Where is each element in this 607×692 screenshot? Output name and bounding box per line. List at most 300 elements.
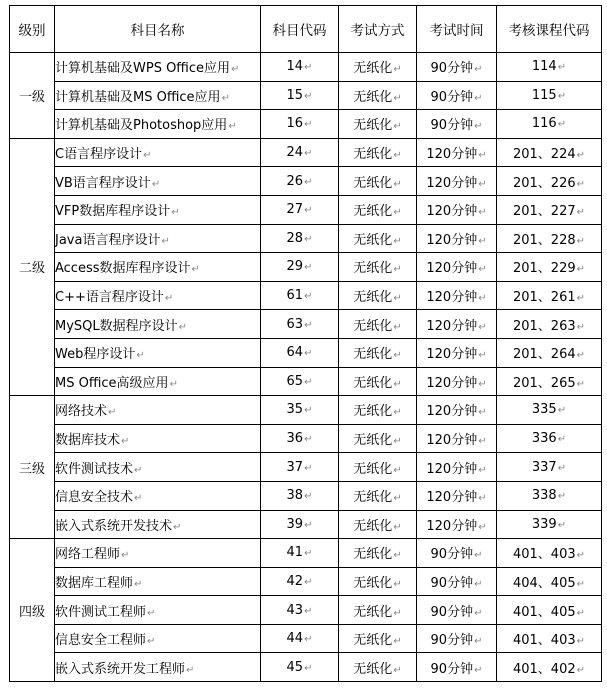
subject-name-text: 计算机基础及Photoshop应用 bbox=[55, 118, 228, 134]
course-codes-cell bbox=[497, 338, 602, 367]
paragraph-mark-icon: ↵ bbox=[393, 264, 402, 276]
paragraph-mark-icon: ↵ bbox=[304, 205, 313, 217]
subject-code-text: 14 bbox=[286, 59, 304, 75]
table-row bbox=[10, 481, 602, 510]
paragraph-mark-icon: ↵ bbox=[393, 407, 402, 419]
table-row bbox=[10, 53, 602, 82]
subject-code-text: 42 bbox=[286, 573, 304, 589]
subject-name-text: 网络技术 bbox=[55, 404, 108, 420]
table-row bbox=[10, 195, 602, 224]
exam-method-text: 无纸化 bbox=[353, 661, 393, 677]
subject-name-text: 网络工程师 bbox=[55, 547, 121, 563]
subject-code-text: 43 bbox=[286, 602, 304, 618]
subject-name-text: 软件测试技术 bbox=[55, 461, 134, 477]
exam-method-text: 无纸化 bbox=[353, 404, 393, 420]
course-codes-cell bbox=[497, 195, 602, 224]
exam-method-cell bbox=[339, 224, 417, 253]
exam-method-text: 无纸化 bbox=[353, 575, 393, 591]
subject-name-text: VB语言程序设计 bbox=[55, 175, 151, 191]
exam-time-cell bbox=[417, 281, 497, 310]
exam-method-cell bbox=[339, 167, 417, 196]
exam-method-cell bbox=[339, 138, 417, 167]
exam-time-cell bbox=[417, 53, 497, 82]
exam-method-text: 无纸化 bbox=[353, 175, 393, 191]
paragraph-mark-icon: ↵ bbox=[143, 150, 152, 162]
subject-code-text: 16 bbox=[286, 116, 304, 132]
subject-name-text: MySQL数据程序设计 bbox=[55, 318, 178, 334]
table-row bbox=[10, 338, 602, 367]
subject-code-cell bbox=[261, 281, 339, 310]
paragraph-mark-icon: ↵ bbox=[393, 150, 402, 162]
paragraph-mark-icon: ↵ bbox=[393, 121, 402, 133]
subject-name-text: 信息安全工程师 bbox=[55, 633, 147, 649]
subject-name-cell bbox=[55, 138, 261, 167]
paragraph-mark-icon: ↵ bbox=[134, 464, 143, 476]
course-codes-text: 116 bbox=[531, 116, 557, 132]
exam-time-text: 90分钟 bbox=[430, 61, 474, 77]
exam-method-text: 无纸化 bbox=[353, 89, 393, 105]
exam-time-cell bbox=[417, 110, 497, 139]
paragraph-mark-icon: ↵ bbox=[304, 434, 313, 446]
subject-code-text: 64 bbox=[286, 345, 304, 361]
exam-time-text: 120分钟 bbox=[426, 261, 478, 277]
subject-name-text: 计算机基础及MS Office应用 bbox=[55, 89, 221, 105]
course-codes-text: 337 bbox=[531, 459, 557, 475]
paragraph-mark-icon: ↵ bbox=[576, 207, 586, 219]
exam-time-text: 90分钟 bbox=[430, 575, 474, 591]
exam-method-cell bbox=[339, 81, 417, 110]
exam-method-cell bbox=[339, 653, 417, 682]
subject-name-text: C语言程序设计 bbox=[55, 147, 143, 163]
exam-time-cell bbox=[417, 224, 497, 253]
exam-method-cell bbox=[339, 424, 417, 453]
subject-code-cell bbox=[261, 338, 339, 367]
level-cell: 三级 bbox=[10, 396, 55, 539]
course-codes-text: 404、405 bbox=[512, 575, 576, 591]
paragraph-mark-icon: ↵ bbox=[576, 321, 586, 333]
subject-name-cell bbox=[55, 653, 261, 682]
paragraph-mark-icon: ↵ bbox=[557, 90, 567, 102]
exam-time-text: 90分钟 bbox=[430, 89, 474, 105]
paragraph-mark-icon: ↵ bbox=[134, 578, 143, 590]
exam-time-text: 120分钟 bbox=[426, 175, 478, 191]
course-codes-cell bbox=[497, 596, 602, 625]
paragraph-mark-icon: ↵ bbox=[576, 378, 586, 390]
subject-code-cell bbox=[261, 138, 339, 167]
exam-method-text: 无纸化 bbox=[353, 633, 393, 649]
subject-code-text: 61 bbox=[286, 288, 304, 304]
header-course-codes: 考核课程代码 bbox=[497, 6, 602, 53]
course-codes-cell bbox=[497, 167, 602, 196]
exam-time-cell bbox=[417, 624, 497, 653]
paragraph-mark-icon: ↵ bbox=[304, 548, 313, 560]
course-codes-text: 115 bbox=[531, 87, 557, 103]
subject-name-text: MS Office高级应用 bbox=[55, 375, 169, 391]
paragraph-mark-icon: ↵ bbox=[478, 321, 487, 333]
paragraph-mark-icon: ↵ bbox=[304, 576, 313, 588]
subject-name-text: Web程序设计 bbox=[55, 347, 136, 363]
paragraph-mark-icon: ↵ bbox=[304, 176, 313, 188]
paragraph-mark-icon: ↵ bbox=[393, 293, 402, 305]
exam-time-cell bbox=[417, 310, 497, 339]
subject-code-text: 45 bbox=[286, 659, 304, 675]
subject-code-text: 15 bbox=[286, 87, 304, 103]
table-row bbox=[10, 424, 602, 453]
paragraph-mark-icon: ↵ bbox=[304, 291, 313, 303]
subject-code-cell bbox=[261, 253, 339, 282]
paragraph-mark-icon: ↵ bbox=[393, 493, 402, 505]
subject-name-cell bbox=[55, 167, 261, 196]
paragraph-mark-icon: ↵ bbox=[393, 178, 402, 190]
exam-method-text: 无纸化 bbox=[353, 490, 393, 506]
table-row bbox=[10, 310, 602, 339]
subject-name-cell bbox=[55, 195, 261, 224]
paragraph-mark-icon: ↵ bbox=[474, 636, 483, 648]
subject-name-text: 数据库工程师 bbox=[55, 575, 134, 591]
paragraph-mark-icon: ↵ bbox=[304, 376, 313, 388]
subject-name-text: 数据库技术 bbox=[55, 433, 121, 449]
paragraph-mark-icon: ↵ bbox=[576, 636, 586, 648]
table-row bbox=[10, 653, 602, 682]
course-codes-text: 335 bbox=[531, 402, 557, 418]
exam-time-cell bbox=[417, 367, 497, 396]
exam-method-cell bbox=[339, 310, 417, 339]
exam-method-cell bbox=[339, 481, 417, 510]
course-codes-text: 201、224 bbox=[512, 147, 576, 163]
paragraph-mark-icon: ↵ bbox=[134, 493, 143, 505]
exam-method-text: 无纸化 bbox=[353, 261, 393, 277]
exam-method-cell bbox=[339, 567, 417, 596]
header-subject-name: 科目名称 bbox=[55, 6, 261, 53]
paragraph-mark-icon: ↵ bbox=[576, 293, 586, 305]
paragraph-mark-icon: ↵ bbox=[478, 178, 487, 190]
exam-time-cell bbox=[417, 481, 497, 510]
subject-code-text: 36 bbox=[286, 431, 304, 447]
subject-name-cell bbox=[55, 253, 261, 282]
table-row bbox=[10, 567, 602, 596]
subject-name-cell bbox=[55, 396, 261, 425]
paragraph-mark-icon: ↵ bbox=[576, 264, 586, 276]
subject-name-cell bbox=[55, 453, 261, 482]
exam-time-text: 120分钟 bbox=[426, 147, 478, 163]
exam-time-cell bbox=[417, 195, 497, 224]
course-codes-text: 201、226 bbox=[512, 175, 576, 191]
paragraph-mark-icon: ↵ bbox=[304, 662, 313, 674]
paragraph-mark-icon: ↵ bbox=[304, 90, 313, 102]
paragraph-mark-icon: ↵ bbox=[304, 319, 313, 331]
subject-code-text: 24 bbox=[286, 145, 304, 161]
exam-method-cell bbox=[339, 596, 417, 625]
subject-code-cell bbox=[261, 624, 339, 653]
course-codes-cell bbox=[497, 224, 602, 253]
table-row bbox=[10, 81, 602, 110]
exam-time-cell bbox=[417, 338, 497, 367]
table-row bbox=[10, 138, 602, 167]
subject-name-cell bbox=[55, 567, 261, 596]
paragraph-mark-icon: ↵ bbox=[304, 519, 313, 531]
paragraph-mark-icon: ↵ bbox=[171, 207, 180, 219]
paragraph-mark-icon: ↵ bbox=[576, 178, 586, 190]
course-codes-cell bbox=[497, 624, 602, 653]
table-row bbox=[10, 453, 602, 482]
paragraph-mark-icon: ↵ bbox=[393, 521, 402, 533]
paragraph-mark-icon: ↵ bbox=[304, 634, 313, 646]
paragraph-mark-icon: ↵ bbox=[393, 550, 402, 562]
exam-time-cell bbox=[417, 453, 497, 482]
level-cell: 四级 bbox=[10, 539, 55, 682]
exam-time-cell bbox=[417, 653, 497, 682]
exam-time-text: 90分钟 bbox=[430, 633, 474, 649]
subject-name-text: 信息安全技术 bbox=[55, 490, 134, 506]
paragraph-mark-icon: ↵ bbox=[474, 92, 483, 104]
paragraph-mark-icon: ↵ bbox=[121, 550, 130, 562]
paragraph-mark-icon: ↵ bbox=[576, 664, 586, 676]
exam-method-text: 无纸化 bbox=[353, 547, 393, 563]
course-codes-cell bbox=[497, 396, 602, 425]
subject-code-cell bbox=[261, 310, 339, 339]
exam-method-text: 无纸化 bbox=[353, 147, 393, 163]
paragraph-mark-icon: ↵ bbox=[393, 607, 402, 619]
course-codes-text: 201、265 bbox=[512, 375, 576, 391]
exam-time-text: 120分钟 bbox=[426, 433, 478, 449]
course-codes-text: 339 bbox=[531, 516, 557, 532]
paragraph-mark-icon: ↵ bbox=[136, 350, 145, 362]
exam-method-text: 无纸化 bbox=[353, 604, 393, 620]
exam-method-text: 无纸化 bbox=[353, 347, 393, 363]
level-cell: 一级 bbox=[10, 53, 55, 139]
subject-code-text: 44 bbox=[286, 631, 304, 647]
exam-method-cell bbox=[339, 53, 417, 82]
exam-time-cell bbox=[417, 510, 497, 539]
subject-name-cell bbox=[55, 481, 261, 510]
exam-method-text: 无纸化 bbox=[353, 204, 393, 220]
paragraph-mark-icon: ↵ bbox=[478, 407, 487, 419]
subject-name-cell bbox=[55, 81, 261, 110]
paragraph-mark-icon: ↵ bbox=[557, 434, 567, 446]
exam-time-text: 120分钟 bbox=[426, 232, 478, 248]
exam-method-text: 无纸化 bbox=[353, 290, 393, 306]
subject-name-cell bbox=[55, 539, 261, 568]
paragraph-mark-icon: ↵ bbox=[169, 378, 178, 390]
subject-name-cell bbox=[55, 53, 261, 82]
subject-name-cell bbox=[55, 367, 261, 396]
course-codes-cell bbox=[497, 510, 602, 539]
table-row bbox=[10, 281, 602, 310]
table-row bbox=[10, 167, 602, 196]
course-codes-text: 201、264 bbox=[512, 347, 576, 363]
paragraph-mark-icon: ↵ bbox=[304, 148, 313, 160]
exam-method-text: 无纸化 bbox=[353, 61, 393, 77]
subject-name-text: 计算机基础及WPS Office应用 bbox=[55, 61, 231, 77]
paragraph-mark-icon: ↵ bbox=[576, 607, 586, 619]
exam-time-cell bbox=[417, 138, 497, 167]
course-codes-text: 114 bbox=[531, 59, 557, 75]
subject-code-text: 37 bbox=[286, 459, 304, 475]
course-codes-cell bbox=[497, 424, 602, 453]
paragraph-mark-icon: ↵ bbox=[393, 464, 402, 476]
exam-time-text: 90分钟 bbox=[430, 547, 474, 563]
course-codes-cell bbox=[497, 453, 602, 482]
subject-code-text: 28 bbox=[286, 230, 304, 246]
course-codes-cell bbox=[497, 539, 602, 568]
course-codes-cell bbox=[497, 367, 602, 396]
paragraph-mark-icon: ↵ bbox=[393, 350, 402, 362]
paragraph-mark-icon: ↵ bbox=[474, 121, 483, 133]
course-codes-cell bbox=[497, 281, 602, 310]
paragraph-mark-icon: ↵ bbox=[478, 350, 487, 362]
exam-method-text: 无纸化 bbox=[353, 118, 393, 134]
paragraph-mark-icon: ↵ bbox=[393, 636, 402, 648]
exam-time-cell bbox=[417, 567, 497, 596]
paragraph-mark-icon: ↵ bbox=[221, 92, 230, 104]
paragraph-mark-icon: ↵ bbox=[474, 578, 483, 590]
subject-name-text: 嵌入式系统开发技术 bbox=[55, 518, 173, 534]
subject-code-text: 27 bbox=[286, 202, 304, 218]
paragraph-mark-icon: ↵ bbox=[178, 321, 188, 333]
paragraph-mark-icon: ↵ bbox=[304, 262, 313, 274]
exam-method-cell bbox=[339, 624, 417, 653]
subject-code-cell bbox=[261, 81, 339, 110]
course-codes-cell bbox=[497, 653, 602, 682]
exam-time-cell bbox=[417, 596, 497, 625]
exam-time-text: 120分钟 bbox=[426, 347, 478, 363]
subject-code-cell bbox=[261, 596, 339, 625]
paragraph-mark-icon: ↵ bbox=[304, 605, 313, 617]
paragraph-mark-icon: ↵ bbox=[557, 491, 567, 503]
paragraph-mark-icon: ↵ bbox=[474, 664, 483, 676]
paragraph-mark-icon: ↵ bbox=[557, 119, 567, 131]
exam-method-cell bbox=[339, 367, 417, 396]
paragraph-mark-icon: ↵ bbox=[186, 664, 195, 676]
header-level: 级别 bbox=[10, 6, 55, 53]
paragraph-mark-icon: ↵ bbox=[393, 92, 402, 104]
paragraph-mark-icon: ↵ bbox=[191, 264, 200, 276]
paragraph-mark-icon: ↵ bbox=[304, 62, 313, 74]
subject-name-text: VFP数据库程序设计 bbox=[55, 204, 171, 220]
course-codes-text: 201、228 bbox=[512, 232, 576, 248]
paragraph-mark-icon: ↵ bbox=[393, 235, 402, 247]
table-row bbox=[10, 367, 602, 396]
paragraph-mark-icon: ↵ bbox=[576, 578, 586, 590]
exam-method-text: 无纸化 bbox=[353, 375, 393, 391]
course-codes-text: 338 bbox=[531, 488, 557, 504]
paragraph-mark-icon: ↵ bbox=[478, 293, 487, 305]
course-codes-text: 401、403 bbox=[512, 547, 576, 563]
paragraph-mark-icon: ↵ bbox=[576, 150, 586, 162]
subject-code-text: 39 bbox=[286, 516, 304, 532]
exam-method-cell bbox=[339, 195, 417, 224]
paragraph-mark-icon: ↵ bbox=[576, 550, 586, 562]
paragraph-mark-icon: ↵ bbox=[557, 62, 567, 74]
subject-code-text: 65 bbox=[286, 373, 304, 389]
exam-time-text: 120分钟 bbox=[426, 404, 478, 420]
subject-code-cell bbox=[261, 481, 339, 510]
exam-subjects-table bbox=[9, 5, 602, 682]
subject-name-text: Java语言程序设计 bbox=[55, 232, 161, 248]
paragraph-mark-icon: ↵ bbox=[393, 664, 402, 676]
exam-time-text: 120分钟 bbox=[426, 290, 478, 306]
subject-name-cell bbox=[55, 310, 261, 339]
paragraph-mark-icon: ↵ bbox=[393, 578, 402, 590]
table-body bbox=[10, 53, 602, 682]
subject-code-cell bbox=[261, 224, 339, 253]
paragraph-mark-icon: ↵ bbox=[304, 233, 313, 245]
paragraph-mark-icon: ↵ bbox=[478, 235, 487, 247]
exam-time-cell bbox=[417, 253, 497, 282]
subject-name-text: C++语言程序设计 bbox=[55, 290, 164, 306]
exam-time-text: 120分钟 bbox=[426, 490, 478, 506]
subject-code-text: 41 bbox=[286, 545, 304, 561]
exam-method-text: 无纸化 bbox=[353, 232, 393, 248]
subject-code-text: 26 bbox=[286, 173, 304, 189]
exam-time-text: 120分钟 bbox=[426, 318, 478, 334]
header-exam-time: 考试时间 bbox=[417, 6, 497, 53]
subject-name-text: 软件测试工程师 bbox=[55, 604, 147, 620]
paragraph-mark-icon: ↵ bbox=[478, 521, 487, 533]
paragraph-mark-icon: ↵ bbox=[304, 405, 313, 417]
course-codes-text: 401、405 bbox=[512, 604, 576, 620]
paragraph-mark-icon: ↵ bbox=[231, 64, 240, 76]
course-codes-cell bbox=[497, 81, 602, 110]
subject-name-text: 嵌入式系统开发工程师 bbox=[55, 661, 186, 677]
subject-name-cell bbox=[55, 281, 261, 310]
subject-code-text: 29 bbox=[286, 259, 304, 275]
table-row bbox=[10, 539, 602, 568]
header-row bbox=[10, 6, 602, 53]
paragraph-mark-icon: ↵ bbox=[478, 436, 487, 448]
exam-time-cell bbox=[417, 81, 497, 110]
subject-code-cell bbox=[261, 110, 339, 139]
exam-method-text: 无纸化 bbox=[353, 461, 393, 477]
course-codes-cell bbox=[497, 53, 602, 82]
paragraph-mark-icon: ↵ bbox=[147, 607, 156, 619]
subject-code-cell bbox=[261, 167, 339, 196]
paragraph-mark-icon: ↵ bbox=[478, 464, 487, 476]
subject-name-cell bbox=[55, 424, 261, 453]
paragraph-mark-icon: ↵ bbox=[393, 207, 402, 219]
header-subject-code: 科目代码 bbox=[261, 6, 339, 53]
exam-time-text: 120分钟 bbox=[426, 461, 478, 477]
subject-name-cell bbox=[55, 510, 261, 539]
exam-time-text: 120分钟 bbox=[426, 518, 478, 534]
paragraph-mark-icon: ↵ bbox=[557, 405, 567, 417]
course-codes-cell bbox=[497, 481, 602, 510]
subject-name-cell bbox=[55, 224, 261, 253]
table-row bbox=[10, 224, 602, 253]
exam-time-text: 120分钟 bbox=[426, 204, 478, 220]
course-codes-text: 201、227 bbox=[512, 204, 576, 220]
paragraph-mark-icon: ↵ bbox=[393, 378, 402, 390]
subject-code-cell bbox=[261, 53, 339, 82]
table-row bbox=[10, 110, 602, 139]
exam-method-cell bbox=[339, 281, 417, 310]
course-codes-cell bbox=[497, 138, 602, 167]
exam-method-cell bbox=[339, 510, 417, 539]
subject-code-cell bbox=[261, 396, 339, 425]
subject-name-cell bbox=[55, 110, 261, 139]
table-row bbox=[10, 624, 602, 653]
paragraph-mark-icon: ↵ bbox=[151, 178, 161, 190]
paragraph-mark-icon: ↵ bbox=[393, 321, 402, 333]
exam-method-cell bbox=[339, 338, 417, 367]
course-codes-cell bbox=[497, 253, 602, 282]
exam-time-text: 90分钟 bbox=[430, 661, 474, 677]
paragraph-mark-icon: ↵ bbox=[173, 521, 182, 533]
subject-code-cell bbox=[261, 567, 339, 596]
exam-method-text: 无纸化 bbox=[353, 433, 393, 449]
course-codes-text: 201、263 bbox=[512, 318, 576, 334]
table-row bbox=[10, 253, 602, 282]
